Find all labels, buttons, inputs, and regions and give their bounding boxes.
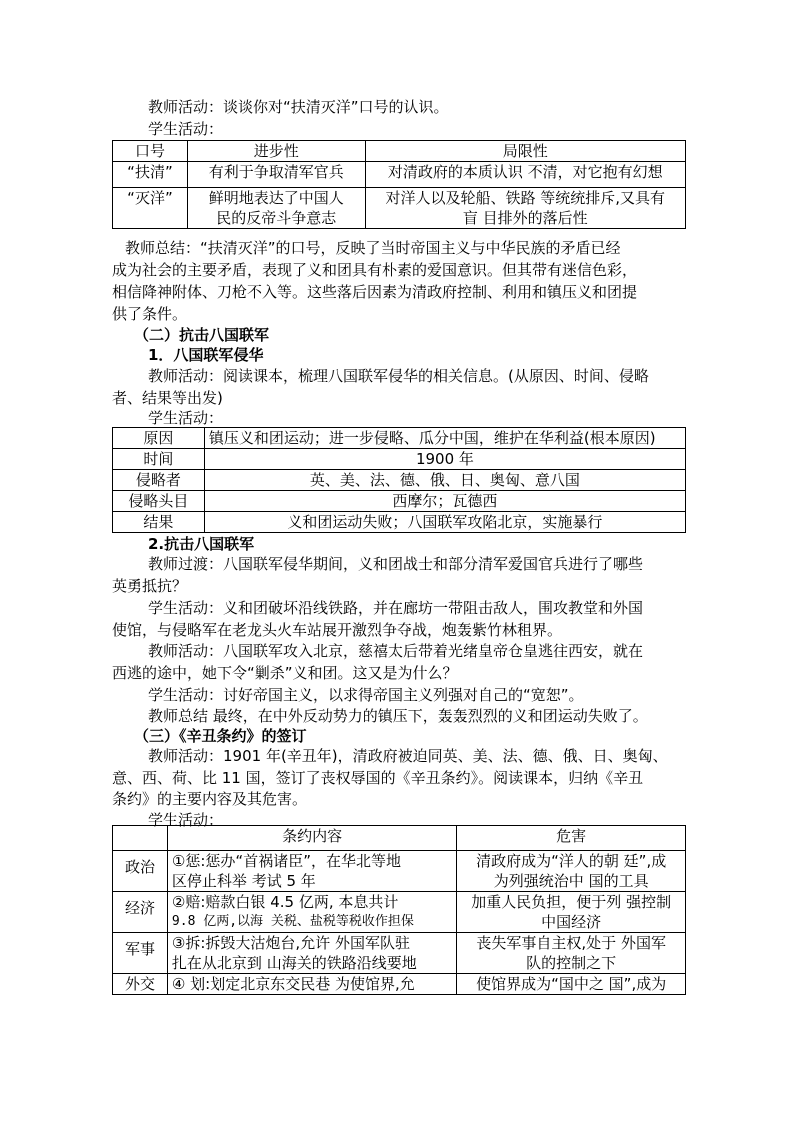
body-line: 西逃的途中，她下令“剿杀”义和团。这又是为什么？ xyxy=(112,664,458,682)
table-header: 口号 xyxy=(113,141,188,162)
table-cell: 经济 xyxy=(113,892,168,933)
body-line: 教师总结 最终，在中外反动势力的镇压下，轰轰烈烈的义和团运动失败了。 xyxy=(148,707,648,725)
body-line: 教师活动：八国联军攻入北京，慈禧太后带着光绪皇帝仓皇逃往西安，就在 xyxy=(148,642,644,660)
table-cell: “灭洋” xyxy=(113,188,188,229)
table-cell: 原因 xyxy=(113,428,205,449)
body-line: 教师过渡：八国联军侵华期间，义和团战士和部分清军爱国官兵进行了哪些 xyxy=(148,555,644,573)
teacher-activity-1: 教师活动：谈谈你对“扶清灭洋”口号的认识。 xyxy=(148,98,449,116)
table-cell: ①惩:惩办“首祸诸臣”，在华北等地 区停止科举 考试 5 年 xyxy=(167,851,456,892)
teacher-activity-2: 教师活动：阅读课本，梳理八国联军侵华的相关信息。(从原因、时间、侵略 xyxy=(148,367,649,385)
body-line: 意、西、荷、比 11 国，签订了丧权辱国的《辛丑条约》。阅读课本，归纳《辛丑 xyxy=(112,769,644,787)
table-cell: 结果 xyxy=(113,512,205,533)
body-line: 英勇抵抗？ xyxy=(112,577,188,595)
table-cell: 镇压义和团运动；进一步侵略、瓜分中国，维护在华利益(根本原因) xyxy=(204,428,685,449)
table-header: 危害 xyxy=(457,826,686,851)
table-cell: 侵略者 xyxy=(113,470,205,491)
body-line: 使馆，与侵略军在老龙头火车站展开激烈争夺战，炮轰紫竹林租界。 xyxy=(112,621,563,639)
table-cell: 清政府成为“洋人的朝 廷”,成 为列强统治中 国的工具 xyxy=(457,851,686,892)
table-cell: ④ 划:划定北京东交民巷 为使馆界,允 xyxy=(167,974,456,995)
table-cell: 使馆界成为“国中之 国”,成为 xyxy=(457,974,686,995)
treaty-table xyxy=(112,825,686,995)
table-header: 条约内容 xyxy=(167,826,456,851)
table-cell: 鲜明地表达了中国人 民的反帝斗争意志 xyxy=(187,188,365,229)
subsection-title: 1．八国联军侵华 xyxy=(148,346,264,364)
table-cell: 西摩尔；瓦德西 xyxy=(204,491,685,512)
section-title: （二）抗击八国联军 xyxy=(134,326,270,344)
table-cell: 时间 xyxy=(113,449,205,470)
summary-line: 相信降神附体、刀枪不入等。这些落后因素为清政府控制、利用和镇压义和团提 xyxy=(112,283,638,301)
body-line: 学生活动：义和团破坏沿线铁路，并在廊坊一带阻击敌人，围攻教堂和外国 xyxy=(148,599,644,617)
summary-line: 供了条件。 xyxy=(112,305,188,323)
body-line: 学生活动：讨好帝国主义，以求得帝国主义列强对自己的“宽恕”。 xyxy=(148,686,584,704)
subsection-title: 2.抗击八国联军 xyxy=(148,535,255,553)
slogan-table xyxy=(112,140,686,229)
teacher-activity-2: 者、结果等出发) xyxy=(112,389,223,407)
table-cell: 加重人民负担，便于列 强控制 中国经济 xyxy=(457,892,686,933)
table-header: 局限性 xyxy=(365,141,685,162)
table-cell: 丧失军事自主权,处于 外国军 队的控制之下 xyxy=(457,933,686,974)
body-line: 教师活动：1901 年(辛丑年)，清政府被迫同英、美、法、德、俄、日、奥匈、 xyxy=(148,747,668,765)
table-cell: 1900 年 xyxy=(204,449,685,470)
table-cell: 政治 xyxy=(113,851,168,892)
student-activity-3: 学生活动： xyxy=(148,811,224,829)
table-header: 进步性 xyxy=(187,141,365,162)
student-activity-1: 学生活动： xyxy=(148,120,224,138)
table-cell: ②赔:赔款白银 4.5 亿两, 本息共计 9.8 亿两,以海 关税、盐税等税收作担保 xyxy=(167,892,456,933)
table-cell: 英、美、法、德、俄、日、奥匈、意八国 xyxy=(204,470,685,491)
student-activity-2: 学生活动： xyxy=(148,409,224,427)
summary-line: 成为社会的主要矛盾，表现了义和团具有朴素的爱国意识。但其带有迷信色彩， xyxy=(112,261,638,279)
table-cell: 对清政府的本质认识 不清，对它抱有幻想 xyxy=(365,162,685,188)
table-cell: 军事 xyxy=(113,933,168,974)
table-cell: 有利于争取清军官兵 xyxy=(187,162,365,188)
section-title: （三）《辛丑条约》的签订 xyxy=(134,727,307,745)
table-cell: 义和团运动失败；八国联军攻陷北京，实施暴行 xyxy=(204,512,685,533)
invasion-table xyxy=(112,427,686,533)
summary-line: 教师总结：“扶清灭洋”的口号，反映了当时帝国主义与中华民族的矛盾已经 xyxy=(125,239,621,257)
table-cell: 外交 xyxy=(113,974,168,995)
table-cell: 侵略头目 xyxy=(113,491,205,512)
table-cell: ③拆:拆毁大沽炮台,允许 外国军队驻 扎在从北京到 山海关的铁路沿线要地 xyxy=(167,933,456,974)
body-line: 条约》的主要内容及其危害。 xyxy=(112,790,308,808)
table-cell: 对洋人以及轮船、铁路 等统统排斥,又具有 盲 目排外的落后性 xyxy=(365,188,685,229)
table-cell: “扶清” xyxy=(113,162,188,188)
